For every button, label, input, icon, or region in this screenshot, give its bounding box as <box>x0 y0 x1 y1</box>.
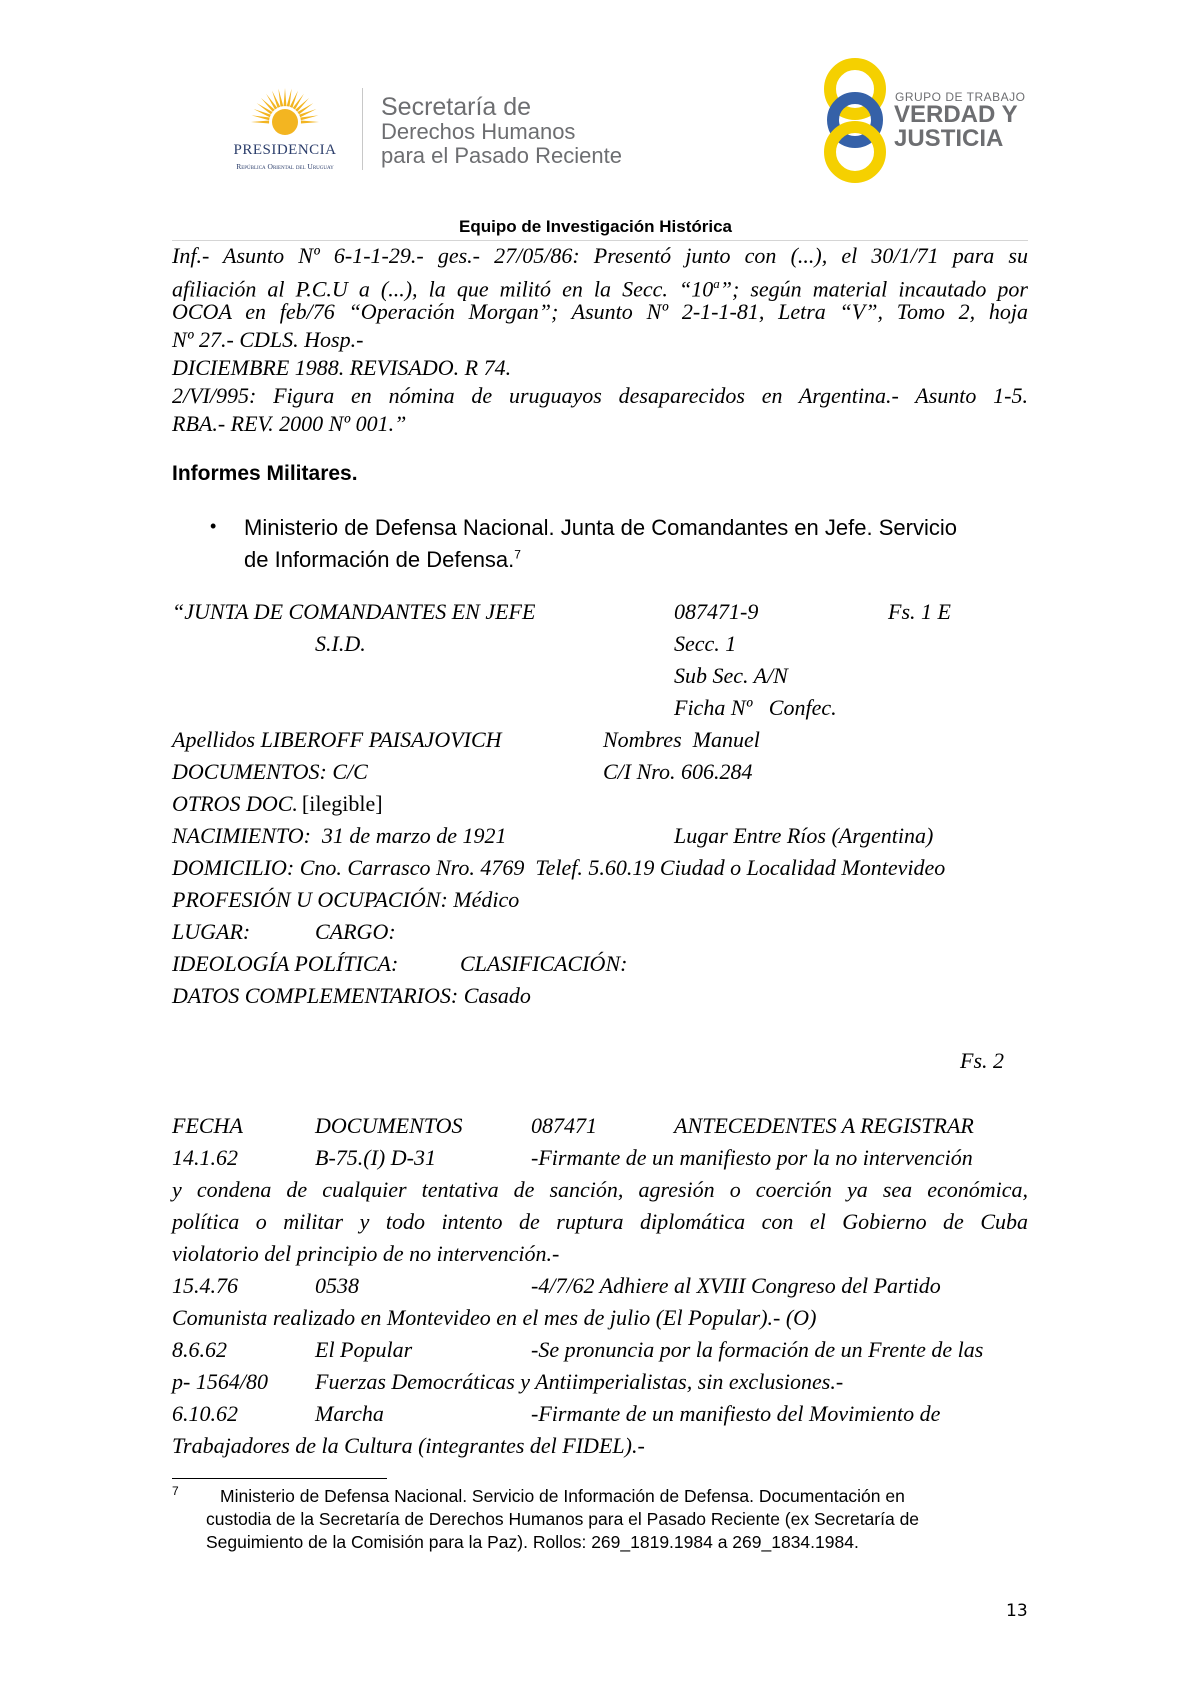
ficha-nacimiento: NACIMIENTO: 31 de marzo de 1921 <box>172 823 507 848</box>
entry-1-cont-1: y condena de cualquier tentativa de sanción, agresión o coerción ya sea económica, <box>172 1177 1028 1202</box>
col-header-number: 087471 <box>531 1113 597 1138</box>
footnote-ref[interactable]: 7 <box>514 547 521 562</box>
ficha-documentos: DOCUMENTOS: C/C <box>172 759 368 784</box>
entry-3-fecha-2: p- 1564/80 <box>172 1369 268 1394</box>
team-title: Equipo de Investigación Histórica <box>459 217 732 236</box>
ficha-ideologia: IDEOLOGÍA POLÍTICA: <box>172 951 399 976</box>
ficha-domicilio: DOMICILIO: Cno. Carrasco Nro. 4769 Telef. 5.60.19 Ciudad o Localidad Montevideo <box>172 855 946 880</box>
header-rule <box>172 240 1028 241</box>
ficha-fs2: Fs. 2 <box>960 1048 1004 1073</box>
intro-line-3: OCOA en feb/76 “Operación Morgan”; Asunto Nº 2-1-1-81, Letra “V”, Tomo 2, hoja <box>172 299 1028 324</box>
secretaria-title <box>381 94 622 168</box>
entry-1-cont-2: política o militar y todo intento de ruptura diplomática con el Gobierno de Cuba <box>172 1209 1028 1234</box>
intro-line-6: 2/VI/995: Figura en nómina de uruguayos desaparecidos en Argentina.- Asunto 1-5. <box>172 383 1028 408</box>
presidencia-subtitle: República Oriental del Uruguay <box>236 162 334 171</box>
ficha-lugar: LUGAR: <box>172 919 251 944</box>
entry-4-fecha: 6.10.62 <box>172 1401 238 1426</box>
sun-ray <box>301 121 319 124</box>
entry-3-doc: El Popular <box>315 1337 413 1362</box>
sun-ray <box>284 88 287 106</box>
intro-line-5: DICIEMBRE 1988. REVISADO. R 74. <box>172 355 512 380</box>
bullet-dot: • <box>210 516 217 536</box>
ficha-junta: “JUNTA DE COMANDANTES EN JEFE <box>172 599 536 624</box>
intro-line-4: Nº 27.- CDLS. Hosp.- <box>172 327 364 352</box>
entry-1-cont-3: violatorio del principio de no intervención.- <box>172 1241 560 1266</box>
ficha-subsec: Sub Sec. A/N <box>674 663 788 688</box>
grupo-line2: VERDAD Y <box>894 101 1018 128</box>
grupo-line1: GRUPO DE TRABAJO <box>895 90 1026 104</box>
intro-line-2-text: afiliación al P.C.U a (...), la que militó en la Secc. “10 <box>172 276 714 302</box>
entry-3-fecha: 8.6.62 <box>172 1337 227 1362</box>
entry-1-fecha: 14.1.62 <box>172 1145 238 1170</box>
sun-ray <box>278 89 283 107</box>
ficha-secc: Secc. 1 <box>674 631 737 656</box>
page-number: 13 <box>1006 1601 1028 1621</box>
entry-4-doc: Marcha <box>315 1401 384 1426</box>
ficha-fs1: Fs. 1 E <box>888 599 951 624</box>
entry-2-text: -4/7/62 Adhiere al XVIII Congreso del Partido <box>531 1273 941 1298</box>
intro-line-2-sup: a <box>713 276 720 291</box>
ficha-ci: C/I Nro. 606.284 <box>603 759 753 784</box>
sun-icon <box>205 82 365 144</box>
ficha-lugar-nac: Lugar Entre Ríos (Argentina) <box>674 823 934 848</box>
col-header-fecha: FECHA <box>172 1113 243 1138</box>
entry-1-doc: B-75.(I) D-31 <box>315 1145 436 1170</box>
entry-2-doc: 0538 <box>315 1273 359 1298</box>
intro-line-7: RBA.- REV. 2000 Nº 001.” <box>172 411 407 436</box>
footnote-number: 7 <box>172 1484 179 1498</box>
footnote-line-3: Seguimiento de la Comisión para la Paz). Rollos: 269_1819.1984 a 269_1834.1984. <box>206 1532 859 1552</box>
sun-ray <box>251 121 269 124</box>
ficha-cargo: CARGO: <box>315 919 396 944</box>
bullet-line-1: Ministerio de Defensa Nacional. Junta de Comandantes en Jefe. Servicio <box>244 515 957 540</box>
entry-2-cont-1: Comunista realizado en Montevideo en el mes de julio (El Popular).- (O) <box>172 1305 817 1330</box>
sun-ray <box>252 115 270 120</box>
presidencia-word: PRESIDENCIA <box>233 142 337 158</box>
secretaria-line1: Secretaría de <box>381 93 532 121</box>
col-header-antecedentes: ANTECEDENTES A REGISTRAR <box>674 1113 974 1138</box>
bullet-line-2 <box>244 547 521 573</box>
grupo-trabajo-logo <box>820 56 1040 184</box>
logo-divider <box>362 88 363 170</box>
ficha-no: Ficha Nº Confec. <box>674 695 837 720</box>
ficha-otros-label: OTROS DOC. <box>172 791 298 816</box>
ficha-otros-value: [ilegible] <box>301 791 383 816</box>
ficha-datos: DATOS COMPLEMENTARIOS: Casado <box>172 983 531 1008</box>
presidencia-logo <box>205 82 365 172</box>
footnote-line-1: Ministerio de Defensa Nacional. Servicio de Información de Defensa. Documentación en <box>220 1486 905 1506</box>
bullet-line-2-text: de Información de Defensa. <box>244 547 515 572</box>
ficha-nombres: Nombres Manuel <box>603 727 760 752</box>
secretaria-line3: para el Pasado Reciente <box>381 143 622 168</box>
col-header-documentos: DOCUMENTOS <box>315 1113 463 1138</box>
entry-4-text: -Firmante de un manifiesto del Movimiento de <box>531 1401 941 1426</box>
ficha-clasificacion: CLASIFICACIÓN: <box>460 951 628 976</box>
entry-2-fecha: 15.4.76 <box>172 1273 238 1298</box>
sun-ray <box>300 115 318 120</box>
ficha-number: 087471-9 <box>674 599 759 624</box>
grupo-line3: JUSTICIA <box>894 125 1004 152</box>
ficha-sid: S.I.D. <box>315 631 366 656</box>
entry-4-cont-1: Trabajadores de la Cultura (integrantes del FIDEL).- <box>172 1433 645 1458</box>
intro-line-2-tail: ”; según material incautado por <box>719 276 1028 302</box>
entry-3-text: -Se pronuncia por la formación de un Frente de las <box>531 1337 984 1362</box>
ficha-otros <box>172 790 383 818</box>
entry-3-text-2: Fuerzas Democráticas y Antiimperialistas, sin exclusiones.- <box>315 1369 844 1394</box>
secretaria-line2: Derechos Humanos <box>381 119 576 144</box>
ficha-profesion: PROFESIÓN U OCUPACIÓN: Médico <box>172 887 520 912</box>
intro-line-1: Inf.- Asunto Nº 6-1-1-29.- ges.- 27/05/86: Presentó junto con (...), el 30/1/71 para su <box>172 243 1028 268</box>
section-heading: Informes Militares. <box>172 462 358 485</box>
interlocking-rings-icon <box>820 56 890 184</box>
ficha-apellidos: Apellidos LIBEROFF PAISAJOVICH <box>172 727 502 752</box>
footnote-line-2: custodia de la Secretaría de Derechos Humanos para el Pasado Reciente (ex Secretaría de <box>206 1509 920 1529</box>
sun-ray <box>287 89 292 107</box>
footnote-separator <box>172 1478 387 1479</box>
entry-1-text: -Firmante de un manifiesto por la no intervención <box>531 1145 973 1170</box>
